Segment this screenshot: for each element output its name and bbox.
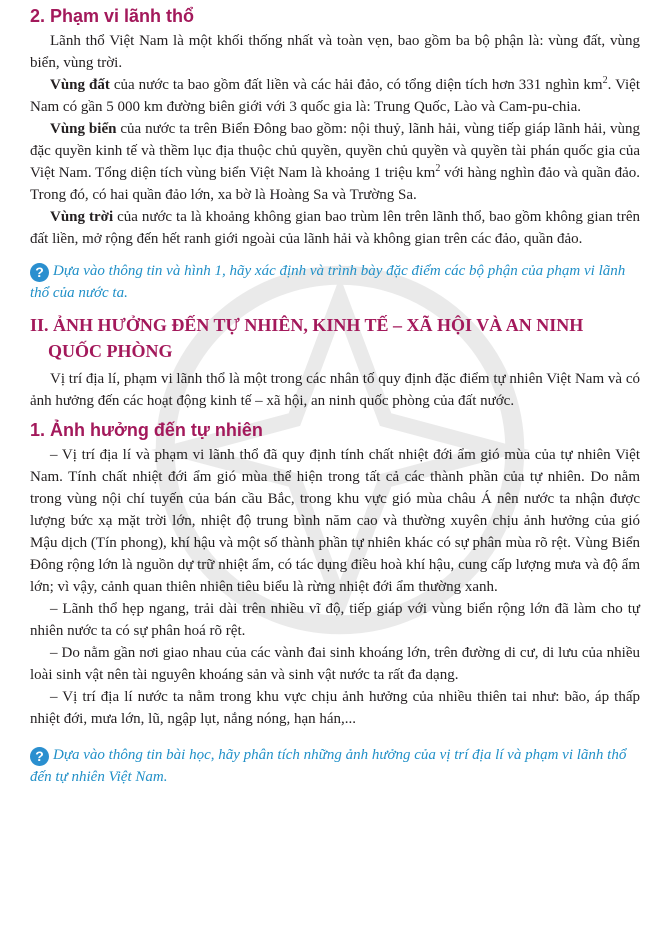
term-sea: Vùng biển <box>50 121 117 137</box>
paragraph-land: Vùng đất của nước ta bao gồm đất liền và các hải đảo, có tổng diện tích hơn 331 nghìn $km^2$. Việt Nam có gần 5 000 km đường biên giới với 3 quốc gia là: Trung Quốc, Lào và Cam-pu-chia. <box>30 75 641 115</box>
section-heading-scope: 2. Phạm vi lãnh thổ <box>30 6 195 26</box>
paragraph-sky: Vùng trời của nước ta là khoảng không gian bao trùm lên trên lãnh thổ, bao gồm không gian trên đất liền, mở rộng đến hết ranh giới ngoài của lãnh hải và không gian trên các đảo, quần đảo. <box>30 209 640 247</box>
question-nature: ? Dựa vào thông tin bài học, hãy phân tích những ảnh hưởng của vị trí địa lí và phạm vi lãnh thổ đến tự nhiên Việt Nam. <box>30 747 627 785</box>
question-icon: ? <box>30 747 49 766</box>
paragraph-nature-3: – Do nằm gần nơi giao nhau của các vành đai sinh khoáng lớn, trên đường di cư, di lưu của nhiều loài sinh vật nên tài nguyên khoáng sản và sinh vật nước ta rất đa dạng. <box>30 645 640 683</box>
section-heading-influence: II. ẢNH HƯỞNG ĐẾN TỰ NHIÊN, KINH TẾ – XÃ HỘI VÀ AN NINH QUỐC PHÒNG <box>30 315 584 361</box>
question-icon: ? <box>30 263 49 282</box>
paragraph-sea: Vùng biển của nước ta trên Biển Đông bao gồm: nội thuỷ, lãnh hải, vùng tiếp giáp lãnh hải, vùng đặc quyền kinh tế và thềm lục địa thuộc chủ quyền, quyền chủ quyền và quyền tài phán quốc gia của Việt Nam. Tổng diện tích vùng biển Việt Nam là khoảng 1 triệu $km^2$ với hàng nghìn đảo và quần đảo. Trong đó, có hai quần đảo lớn, xa bờ là Hoàng Sa và Trường Sa. <box>30 121 640 203</box>
paragraph-nature-1: – Vị trí địa lí và phạm vi lãnh thổ đã quy định tính chất nhiệt đới ẩm gió mùa của tự nhiên Việt Nam. Tính chất nhiệt đới ẩm gió mùa thể hiện trong tất cả các thành phần của tự nhiên. Do nằm trong vùng nội chí tuyến của bán cầu Bắc, trong khu vực gió mùa châu Á nên nước ta nhận được lượng bức xạ mặt trời lớn, nhiệt độ trung bình năm cao và thường xuyên chịu ảnh hưởng của gió Mậu dịch (Tín phong), khí hậu và một số thành phần tự nhiên khác có sự phân mùa rõ rệt. Vùng Biển Đông rộng lớn là nguồn dự trữ nhiệt ẩm, có tác dụng điều hoà khí hậu, cung cấp lượng mưa và độ ẩm lớn; vì vậy, cảnh quan thiên nhiên tiêu biểu là rừng nhiệt đới ẩm thường xanh. <box>30 447 640 595</box>
term-sky: Vùng trời <box>50 209 114 225</box>
section-heading-nature: 1. Ảnh hưởng đến tự nhiên <box>30 420 263 440</box>
paragraph-nature-2: – Lãnh thổ hẹp ngang, trải dài trên nhiều vĩ độ, tiếp giáp với vùng biển rộng lớn đã làm cho tự nhiên nước ta có sự phân hoá rõ rệt. <box>30 601 640 639</box>
paragraph-intro: Lãnh thổ Việt Nam là một khối thống nhất và toàn vẹn, bao gồm ba bộ phận là: vùng đất, vùng biển, vùng trời. <box>30 33 640 71</box>
term-land: Vùng đất <box>50 77 110 93</box>
paragraph-influence-intro: Vị trí địa lí, phạm vi lãnh thổ là một trong các nhân tố quy định đặc điểm tự nhiên Việt Nam và có ảnh hưởng đến các hoạt động kinh tế – xã hội, an ninh quốc phòng của đất nước. <box>30 371 640 409</box>
document-page <box>30 0 640 796</box>
question-scope: ? Dựa vào thông tin và hình 1, hãy xác định và trình bày đặc điểm các bộ phận của phạm vi lãnh thổ của nước ta. <box>30 263 626 301</box>
paragraph-nature-4: – Vị trí địa lí nước ta nằm trong khu vực chịu ảnh hưởng của nhiều thiên tai như: bão, áp thấp nhiệt đới, mưa lớn, lũ, ngập lụt, nắng nóng, hạn hán,... <box>30 689 640 727</box>
